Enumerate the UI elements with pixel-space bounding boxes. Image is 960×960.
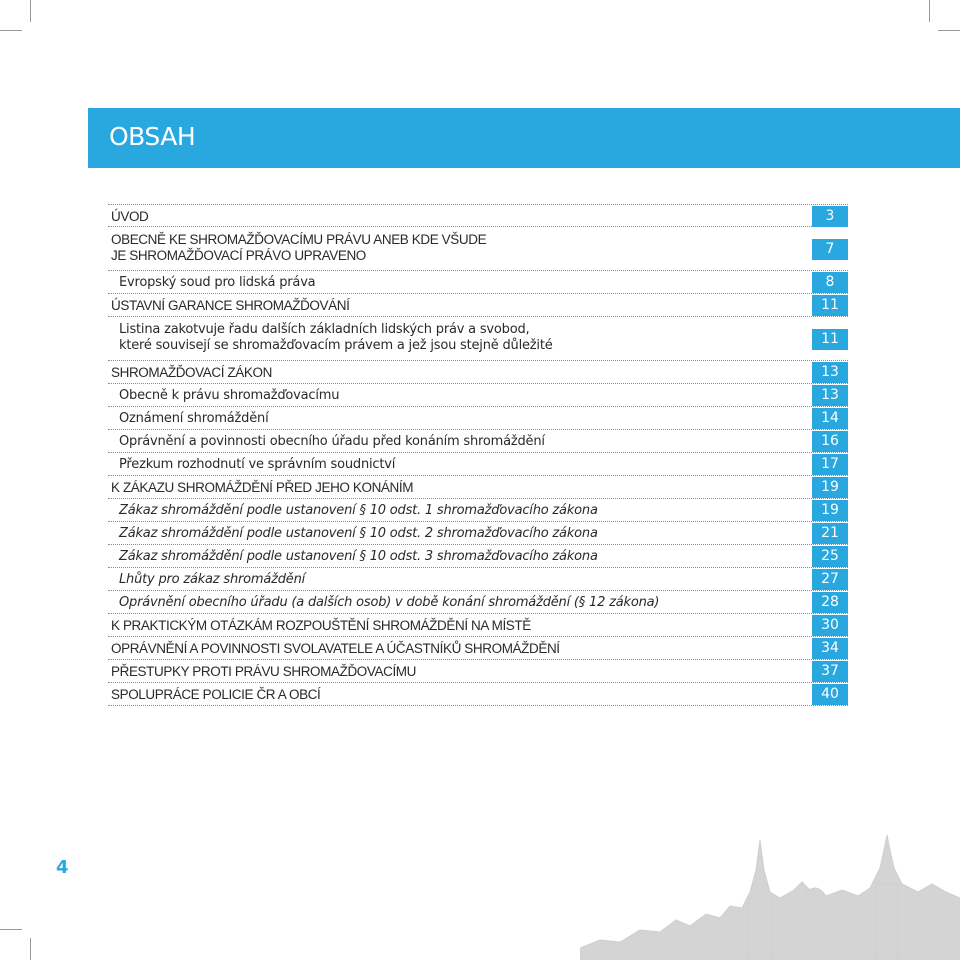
toc-page-number: 16 — [812, 431, 848, 452]
toc-page-number: 14 — [812, 408, 848, 429]
crop-mark — [0, 30, 22, 31]
toc-page-number: 3 — [812, 206, 848, 227]
toc-entry[interactable] — [108, 430, 848, 453]
toc-entry[interactable] — [108, 271, 848, 294]
toc-page-number: 13 — [812, 385, 848, 406]
toc-entry-title: Oprávnění obecního úřadu (a dalších osob) v době konání shromáždění (§ 12 zákona) — [119, 595, 660, 610]
toc-entry[interactable] — [108, 683, 848, 706]
toc-entry-title: SHROMAŽĎOVACÍ ZÁKON — [111, 365, 272, 380]
toc-page-number: 17 — [812, 454, 848, 475]
page-number: 4 — [56, 857, 69, 878]
toc-entry-title: Oznámení shromáždění — [119, 411, 269, 426]
crop-mark — [929, 0, 930, 22]
toc-page-number: 19 — [812, 500, 848, 521]
toc-entry[interactable] — [108, 384, 848, 407]
toc-page-number: 11 — [812, 295, 848, 316]
toc-entry-title: Lhůty pro zákaz shromáždění — [119, 572, 306, 587]
toc-entry-title: Listina zakotvuje řadu dalších základních lidských práv a svobod, které souvisejí se shromažďovacím právem a jež jsou stejně důležité — [119, 322, 553, 353]
toc-page-number: 34 — [812, 638, 848, 659]
toc-entry-title: Zákaz shromáždění podle ustanovení § 10 odst. 3 shromažďovacího zákona — [119, 549, 598, 564]
toc-entry[interactable] — [108, 568, 848, 591]
crop-mark — [30, 938, 31, 960]
toc-entry[interactable] — [108, 591, 848, 614]
toc-entry[interactable] — [108, 317, 848, 361]
header-band — [88, 108, 960, 168]
toc-entry[interactable] — [108, 476, 848, 499]
toc-entry-title: SPOLUPRÁCE POLICIE ČR A OBCÍ — [111, 687, 321, 702]
crop-mark — [0, 929, 22, 930]
toc-entry-title: ÚVOD — [111, 209, 149, 224]
toc-entry-title: Evropský soud pro lidská práva — [119, 275, 316, 290]
toc-entry[interactable] — [108, 522, 848, 545]
toc-page-number: 21 — [812, 523, 848, 544]
toc-entry[interactable] — [108, 294, 848, 317]
toc-page-number: 25 — [812, 546, 848, 567]
toc-entry-title: K ZÁKAZU SHROMÁŽDĚNÍ PŘED JEHO KONÁNÍM — [111, 480, 414, 495]
toc-entry[interactable] — [108, 204, 848, 227]
toc-page-number: 19 — [812, 477, 848, 498]
toc-page-number: 40 — [812, 684, 848, 705]
toc-entry[interactable] — [108, 227, 848, 271]
toc-entry-title: K PRAKTICKÝM OTÁZKÁM ROZPOUŠTĚNÍ SHROMÁŽDĚNÍ NA MÍSTĚ — [111, 618, 531, 633]
toc-entry-title: Oprávnění a povinnosti obecního úřadu před konáním shromáždění — [119, 434, 545, 449]
toc-entry[interactable] — [108, 361, 848, 384]
toc-page-number: 37 — [812, 661, 848, 682]
toc-entry-title: PŘESTUPKY PROTI PRÁVU SHROMAŽĎOVACÍMU — [111, 664, 416, 679]
table-of-contents — [108, 204, 848, 706]
toc-page-number: 7 — [812, 239, 848, 260]
toc-entry[interactable] — [108, 407, 848, 430]
toc-entry-title: Obecně k právu shromažďovacímu — [119, 388, 340, 403]
toc-entry[interactable] — [108, 545, 848, 568]
toc-entry[interactable] — [108, 453, 848, 476]
toc-entry-title: Zákaz shromáždění podle ustanovení § 10 odst. 2 shromažďovacího zákona — [119, 526, 598, 541]
toc-page-number: 27 — [812, 569, 848, 590]
toc-entry[interactable] — [108, 637, 848, 660]
toc-page-number: 28 — [812, 592, 848, 613]
toc-entry-title: ÚSTAVNÍ GARANCE SHROMAŽĎOVÁNÍ — [111, 298, 350, 313]
town-skyline-illustration — [580, 780, 960, 960]
toc-entry-title: OBECNĚ KE SHROMAŽĎOVACÍMU PRÁVU ANEB KDE VŠUDE JE SHROMAŽĎOVACÍ PRÁVO UPRAVENO — [111, 232, 487, 263]
toc-entry[interactable] — [108, 614, 848, 637]
toc-page-number: 11 — [812, 329, 848, 350]
crop-mark — [30, 0, 31, 22]
toc-entry-title: Zákaz shromáždění podle ustanovení § 10 odst. 1 shromažďovacího zákona — [119, 503, 598, 518]
toc-entry[interactable] — [108, 499, 848, 522]
toc-entry-title: OPRÁVNĚNÍ A POVINNOSTI SVOLAVATELE A ÚČASTNÍKŮ SHROMÁŽDĚNÍ — [111, 641, 560, 656]
toc-page-number: 8 — [812, 272, 848, 293]
toc-page-number: 30 — [812, 615, 848, 636]
toc-entry[interactable] — [108, 660, 848, 683]
page-title: OBSAH — [109, 122, 196, 151]
toc-page-number: 13 — [812, 362, 848, 383]
crop-mark — [938, 30, 960, 31]
toc-entry-title: Přezkum rozhodnutí ve správním soudnictví — [119, 457, 396, 472]
